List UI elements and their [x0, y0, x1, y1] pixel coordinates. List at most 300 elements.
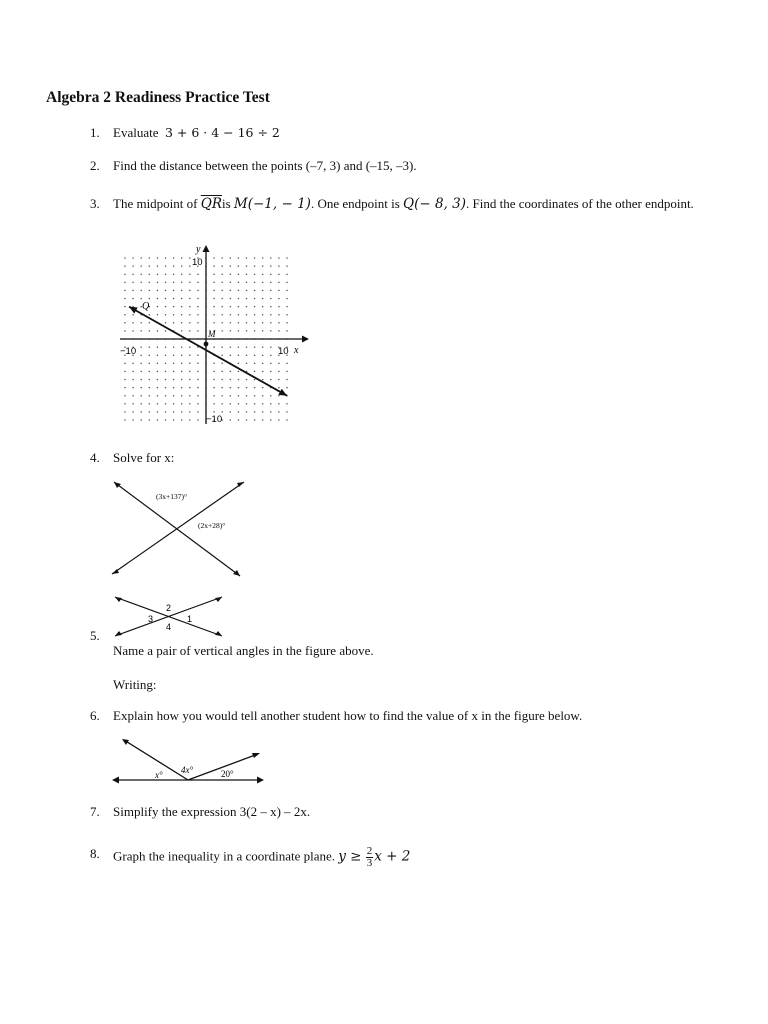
grid-dot: [165, 322, 167, 324]
grid-dot: [149, 298, 151, 300]
grid-dot: [132, 290, 134, 292]
grid-dot: [197, 290, 199, 292]
grid-dot: [149, 257, 151, 259]
grid-dot: [213, 314, 215, 316]
grid-dot: [286, 265, 288, 267]
grid-dot: [213, 298, 215, 300]
grid-dot: [213, 265, 215, 267]
grid-dot: [254, 265, 256, 267]
grid-dot: [132, 371, 134, 373]
question-number: 6.: [90, 708, 100, 723]
intersecting-lines-figure: [110, 478, 250, 582]
grid-dot: [132, 395, 134, 397]
grid-dot: [286, 282, 288, 284]
grid-dot: [254, 273, 256, 275]
grid-dot: [173, 363, 175, 365]
grid-dot: [286, 403, 288, 405]
grid-dot: [238, 265, 240, 267]
grid-dot: [286, 314, 288, 316]
grid-dot: [140, 322, 142, 324]
grid-dot: [278, 257, 280, 259]
grid-dot: [181, 387, 183, 389]
grid-dot: [270, 265, 272, 267]
grid-dot: [221, 346, 223, 348]
grid-dot: [262, 265, 264, 267]
grid-dot: [173, 371, 175, 373]
grid-dot: [270, 419, 272, 421]
grid-dot: [124, 403, 126, 405]
grid-dot: [238, 387, 240, 389]
grid-dot: [221, 257, 223, 259]
grid-dot: [230, 257, 232, 259]
grid-dot: [189, 306, 191, 308]
grid-dot: [124, 257, 126, 259]
grid-dot: [230, 419, 232, 421]
grid-dot: [165, 354, 167, 356]
y-bottom-tick-label: −10: [206, 414, 223, 425]
grid-dot: [140, 379, 142, 381]
grid-dot: [230, 387, 232, 389]
grid-dot: [149, 273, 151, 275]
grid-dot: [238, 330, 240, 332]
grid-dot: [246, 403, 248, 405]
grid-dot: [278, 363, 280, 365]
grid-dot: [254, 290, 256, 292]
grid-dot: [286, 419, 288, 421]
grid-dot: [262, 298, 264, 300]
grid-dot: [157, 282, 159, 284]
grid-dot: [132, 322, 134, 324]
grid-dot: [173, 403, 175, 405]
grid-dot: [278, 290, 280, 292]
grid-dot: [221, 290, 223, 292]
grid-dot: [157, 387, 159, 389]
grid-dot: [189, 403, 191, 405]
grid-dot: [132, 387, 134, 389]
grid-dot: [173, 387, 175, 389]
grid-dot: [124, 298, 126, 300]
point-q-label: Q: [142, 301, 150, 312]
grid-dot: [140, 298, 142, 300]
grid-dot: [124, 371, 126, 373]
grid-dot: [246, 379, 248, 381]
question-text: Explain how you would tell another student how to find the value of x in the figure below.: [113, 708, 583, 723]
grid-dot: [181, 298, 183, 300]
grid-dot: [278, 273, 280, 275]
grid-dot: [238, 363, 240, 365]
grid-dot: [213, 257, 215, 259]
grid-dot: [189, 314, 191, 316]
grid-dot: [286, 322, 288, 324]
grid-dot: [270, 257, 272, 259]
grid-dot: [221, 322, 223, 324]
grid-dot: [140, 257, 142, 259]
grid-dot: [254, 363, 256, 365]
grid-dot: [157, 298, 159, 300]
grid-dot: [270, 290, 272, 292]
grid-dot: [181, 265, 183, 267]
grid-dot: [213, 363, 215, 365]
grid-dot: [181, 379, 183, 381]
grid-dot: [124, 282, 126, 284]
grid-dot: [124, 290, 126, 292]
grid-dot: [262, 257, 264, 259]
grid-dot: [189, 257, 191, 259]
grid-dot: [213, 282, 215, 284]
grid-dot: [278, 306, 280, 308]
grid-dot: [157, 273, 159, 275]
grid-dot: [221, 411, 223, 413]
grid-dot: [157, 403, 159, 405]
grid-dot: [278, 314, 280, 316]
angle-label-a: (3x+137)°: [156, 492, 187, 501]
question-text: is: [221, 196, 231, 211]
grid-dot: [286, 290, 288, 292]
grid-dot: [181, 395, 183, 397]
grid-dot: [286, 330, 288, 332]
grid-dot: [262, 387, 264, 389]
grid-dot: [157, 419, 159, 421]
grid-dot: [278, 387, 280, 389]
grid-dot: [286, 411, 288, 413]
grid-dot: [197, 282, 199, 284]
grid-dot: [246, 265, 248, 267]
question-text: Graph the inequality in a coordinate plane.: [113, 848, 336, 864]
grid-dot: [124, 273, 126, 275]
grid-dot: [221, 363, 223, 365]
grid-dot: [165, 411, 167, 413]
grid-dot: [181, 346, 183, 348]
grid-dot: [140, 419, 142, 421]
grid-dot: [132, 257, 134, 259]
x-left-tick-label: −10: [120, 346, 137, 357]
grid-dot: [197, 330, 199, 332]
grid-dot: [189, 411, 191, 413]
grid-dot: [286, 257, 288, 259]
grid-dot: [181, 411, 183, 413]
grid-dot: [140, 363, 142, 365]
grid-dot: [238, 395, 240, 397]
grid-dot: [254, 387, 256, 389]
grid-dot: [221, 298, 223, 300]
grid-dot: [132, 330, 134, 332]
grid-dot: [221, 282, 223, 284]
angle-label-4: 4: [166, 622, 172, 632]
grid-dot: [262, 419, 264, 421]
grid-dot: [181, 403, 183, 405]
grid-dot: [238, 314, 240, 316]
grid-dot: [165, 395, 167, 397]
grid-dot: [278, 322, 280, 324]
grid-dot: [221, 273, 223, 275]
angle-label-20: 20°: [221, 769, 234, 779]
grid-dot: [165, 403, 167, 405]
grid-dot: [197, 314, 199, 316]
grid-dot: [132, 282, 134, 284]
grid-dot: [246, 387, 248, 389]
grid-dot: [132, 298, 134, 300]
grid-dot: [189, 395, 191, 397]
grid-dot: [270, 363, 272, 365]
grid-dot: [230, 379, 232, 381]
grid-dot: [286, 273, 288, 275]
question-number: 5.: [90, 628, 100, 643]
grid-dot: [165, 387, 167, 389]
point-m-label: M: [208, 329, 216, 339]
grid-dot: [124, 363, 126, 365]
grid-dot: [140, 265, 142, 267]
grid-dot: [230, 314, 232, 316]
grid-dot: [124, 306, 126, 308]
grid-dot: [173, 298, 175, 300]
inequality-right: x + 2: [374, 848, 411, 865]
y-top-tick-label: 10: [192, 257, 203, 268]
grid-dot: [165, 290, 167, 292]
grid-dot: [262, 379, 264, 381]
grid-dot: [246, 273, 248, 275]
grid-dot: [132, 314, 134, 316]
grid-dot: [165, 330, 167, 332]
grid-dot: [140, 330, 142, 332]
grid-dot: [270, 371, 272, 373]
grid-dot: [173, 411, 175, 413]
grid-dot: [221, 387, 223, 389]
grid-dot: [278, 403, 280, 405]
grid-dot: [238, 411, 240, 413]
grid-dot: [221, 379, 223, 381]
question-text: Simplify the expression 3(2 – x) – 2x.: [113, 804, 311, 819]
grid-dot: [157, 411, 159, 413]
grid-dot: [165, 371, 167, 373]
grid-dot: [270, 411, 272, 413]
grid-dot: [124, 330, 126, 332]
grid-dot: [270, 379, 272, 381]
grid-dot: [173, 290, 175, 292]
grid-dot: [262, 306, 264, 308]
grid-dot: [270, 273, 272, 275]
grid-dot: [213, 322, 215, 324]
grid-dot: [254, 330, 256, 332]
grid-dot: [124, 395, 126, 397]
grid-dot: [173, 419, 175, 421]
grid-dot: [157, 265, 159, 267]
grid-dot: [197, 379, 199, 381]
grid-dot: [124, 379, 126, 381]
grid-dot: [270, 346, 272, 348]
grid-dot: [189, 298, 191, 300]
grid-dot: [238, 290, 240, 292]
grid-dot: [270, 395, 272, 397]
grid-dot: [238, 306, 240, 308]
grid-dot: [149, 379, 151, 381]
grid-dot: [149, 419, 151, 421]
grid-dot: [270, 306, 272, 308]
grid-dot: [140, 395, 142, 397]
grid-dot: [157, 306, 159, 308]
grid-dot: [165, 314, 167, 316]
grid-dot: [262, 282, 264, 284]
arrow-icon: [257, 777, 264, 784]
grid-dot: [230, 306, 232, 308]
grid-dot: [197, 273, 199, 275]
grid-dot: [140, 282, 142, 284]
grid-dot: [262, 273, 264, 275]
grid-dot: [221, 354, 223, 356]
grid-dot: [165, 265, 167, 267]
grid-dot: [246, 419, 248, 421]
grid-dot: [173, 314, 175, 316]
grid-dot: [246, 290, 248, 292]
grid-dot: [213, 306, 215, 308]
grid-dot: [262, 322, 264, 324]
grid-dot: [173, 306, 175, 308]
grid-dot: [213, 273, 215, 275]
grid-dot: [254, 354, 256, 356]
grid-dot: [189, 265, 191, 267]
question-text: Evaluate: [113, 125, 159, 140]
grid-dot: [189, 379, 191, 381]
grid-dot: [254, 314, 256, 316]
grid-dot: [254, 282, 256, 284]
grid-dot: [238, 371, 240, 373]
grid-dot: [197, 322, 199, 324]
grid-dot: [149, 411, 151, 413]
grid-dot: [189, 387, 191, 389]
grid-dot: [197, 387, 199, 389]
grid-dot: [221, 403, 223, 405]
grid-dot: [189, 346, 191, 348]
grid-dot: [173, 395, 175, 397]
grid-dot: [262, 290, 264, 292]
grid-dot: [132, 379, 134, 381]
question-number: 2.: [90, 158, 100, 173]
grid-dot: [149, 330, 151, 332]
grid-dot: [173, 273, 175, 275]
grid-dot: [221, 265, 223, 267]
grid-dot: [165, 257, 167, 259]
grid-dot: [278, 419, 280, 421]
grid-dot: [140, 403, 142, 405]
grid-dot: [173, 354, 175, 356]
grid-dot: [149, 322, 151, 324]
grid-dot: [246, 346, 248, 348]
grid-dot: [230, 371, 232, 373]
coordinate-graph: [112, 232, 312, 432]
y-axis-arrow-icon: [203, 245, 210, 252]
grid-dot: [165, 379, 167, 381]
grid-dot: [165, 363, 167, 365]
grid-dot: [140, 290, 142, 292]
grid-dot: [246, 395, 248, 397]
grid-dot: [262, 371, 264, 373]
grid-dot: [278, 282, 280, 284]
arrow-icon: [112, 777, 119, 784]
grid-dot: [181, 314, 183, 316]
angle-label-1: 1: [187, 614, 193, 624]
grid-dot: [149, 403, 151, 405]
grid-dot: [157, 363, 159, 365]
grid-dot: [221, 371, 223, 373]
grid-dot: [238, 379, 240, 381]
grid-dot: [246, 354, 248, 356]
grid-dot: [221, 330, 223, 332]
grid-dot: [230, 290, 232, 292]
midpoint-expression: M(−1, − 1): [233, 196, 311, 212]
grid-dot: [230, 282, 232, 284]
arrow-icon: [252, 753, 260, 758]
grid-dot: [132, 419, 134, 421]
grid-dot: [197, 354, 199, 356]
grid-dot: [149, 314, 151, 316]
grid-dot: [157, 371, 159, 373]
grid-dot: [157, 290, 159, 292]
grid-dot: [262, 395, 264, 397]
x-axis-label: x: [294, 345, 299, 356]
grid-dot: [238, 322, 240, 324]
grid-dot: [246, 298, 248, 300]
grid-dot: [262, 346, 264, 348]
grid-dot: [189, 330, 191, 332]
grid-dot: [132, 363, 134, 365]
endpoint-expression: Q(− 8, 3): [403, 196, 466, 212]
inequality-left: y ≥: [338, 848, 362, 865]
grid-dot: [173, 265, 175, 267]
grid-dot: [213, 403, 215, 405]
grid-dot: [278, 379, 280, 381]
grid-dot: [246, 363, 248, 365]
grid-dot: [132, 411, 134, 413]
grid-dot: [238, 273, 240, 275]
grid-dot: [262, 314, 264, 316]
grid-dot: [149, 371, 151, 373]
fraction: [366, 846, 374, 869]
grid-dot: [173, 322, 175, 324]
vertical-angles-figure: [110, 592, 230, 642]
grid-dot: [197, 395, 199, 397]
grid-dot: [254, 411, 256, 413]
grid-dot: [181, 322, 183, 324]
grid-dot: [246, 411, 248, 413]
grid-dot: [165, 419, 167, 421]
grid-dot: [278, 395, 280, 397]
y-axis-label: y: [196, 244, 201, 255]
grid-dot: [157, 257, 159, 259]
grid-dot: [124, 411, 126, 413]
grid-dot: [149, 363, 151, 365]
grid-dot: [124, 265, 126, 267]
math-expression: 3 + 6 · 4 − 16 ÷ 2: [164, 125, 280, 140]
midpoint-dot: [204, 342, 209, 347]
grid-dot: [213, 387, 215, 389]
angle-label-b: (2x+28)°: [198, 521, 226, 530]
grid-dot: [254, 403, 256, 405]
grid-dot: [230, 354, 232, 356]
grid-dot: [286, 371, 288, 373]
grid-dot: [254, 419, 256, 421]
grid-dot: [213, 290, 215, 292]
grid-dot: [238, 354, 240, 356]
grid-dot: [230, 395, 232, 397]
grid-dot: [165, 298, 167, 300]
grid-dot: [173, 379, 175, 381]
grid-dot: [181, 363, 183, 365]
grid-dot: [165, 273, 167, 275]
grid-dot: [230, 298, 232, 300]
grid-dot: [270, 282, 272, 284]
grid-dot: [165, 346, 167, 348]
grid-dot: [246, 314, 248, 316]
x-right-tick-label: 10: [278, 346, 289, 357]
